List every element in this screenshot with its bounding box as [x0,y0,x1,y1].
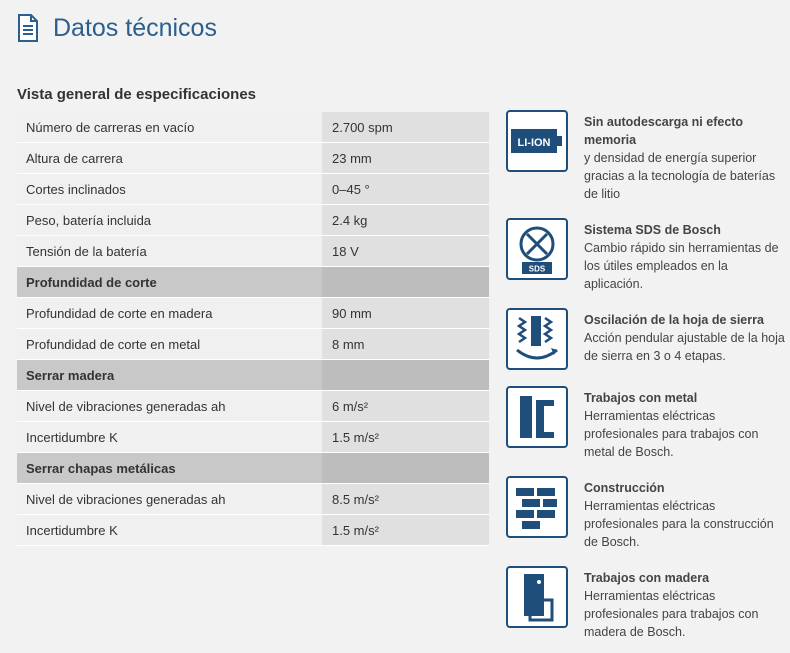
spec-label: Incertidumbre K [17,422,322,453]
table-row [17,329,489,360]
spec-label: Peso, batería incluida [17,205,322,236]
spec-value: 0–45 ° [322,174,489,205]
spec-label: Profundidad de corte en madera [17,298,322,329]
metal-profile-icon [506,386,568,448]
saw-blade-oscillation-icon [506,308,568,370]
brick-wall-icon [506,476,568,538]
feature-description: Cambio rápido sin herramientas de los útiles empleados en la aplicación. [584,241,779,291]
group-label: Profundidad de corte [17,267,322,298]
spec-label: Número de carreras en vacío [17,112,322,143]
spec-label: Nivel de vibraciones generadas ah [17,391,322,422]
group-header-row [17,453,489,484]
wood-door-icon [506,566,568,628]
feature-text [584,389,790,461]
feature-text [584,221,790,293]
spec-label: Cortes inclinados [17,174,322,205]
spec-label: Profundidad de corte en metal [17,329,322,360]
li-ion-label: LI-ION [517,137,551,149]
spec-value: 8.5 m/s² [322,484,489,515]
feature-title: Trabajos con metal [584,391,698,405]
table-row [17,422,489,453]
spec-value: 1.5 m/s² [322,422,489,453]
table-row [17,143,489,174]
group-label: Serrar chapas metálicas [17,453,322,484]
spec-value: 8 mm [322,329,489,360]
table-row [17,484,489,515]
group-label: Serrar madera [17,360,322,391]
sds-icon [506,218,568,280]
spec-label: Altura de carrera [17,143,322,174]
document-icon [17,14,39,42]
spec-value: 23 mm [322,143,489,174]
table-row [17,174,489,205]
feature-title: Sistema SDS de Bosch [584,223,721,237]
spec-value: 18 V [322,236,489,267]
table-row [17,391,489,422]
feature-description: Herramientas eléctricas profesionales para la construcción de Bosch. [584,499,774,549]
li-ion-battery-icon [506,110,568,172]
spec-label: Incertidumbre K [17,515,322,546]
feature-text [584,113,790,203]
spec-value: 1.5 m/s² [322,515,489,546]
spec-value [322,453,489,484]
spec-value: 2.4 kg [322,205,489,236]
feature-text [584,311,790,365]
table-row [17,112,489,143]
feature-title: Oscilación de la hoja de sierra [584,313,764,327]
specs-table [17,112,489,546]
spec-value [322,360,489,391]
page-header [17,12,217,44]
table-row [17,298,489,329]
sds-label: SDS [528,264,546,274]
specs-section-title: Vista general de especificaciones [17,86,257,103]
feature-title: Sin autodescarga ni efecto memoria [584,115,744,147]
spec-value [322,267,489,298]
table-row [17,515,489,546]
spec-value: 2.700 spm [322,112,489,143]
group-header-row [17,267,489,298]
spec-value: 90 mm [322,298,489,329]
table-row [17,236,489,267]
group-header-row [17,360,489,391]
spec-label: Tensión de la batería [17,236,322,267]
feature-description: Acción pendular ajustable de la hoja de sierra en 3 o 4 etapas. [584,331,785,363]
feature-text [584,479,790,551]
feature-text [584,569,790,641]
feature-description: y densidad de energía superior gracias a la tecnología de baterías de litio [584,151,776,201]
page-title: Datos técnicos [53,13,217,42]
feature-title: Trabajos con madera [584,571,710,585]
feature-description: Herramientas eléctricas profesionales para trabajos con metal de Bosch. [584,409,759,459]
spec-label: Nivel de vibraciones generadas ah [17,484,322,515]
feature-title: Construcción [584,481,665,495]
feature-description: Herramientas eléctricas profesionales para trabajos con madera de Bosch. [584,589,759,639]
spec-value: 6 m/s² [322,391,489,422]
table-row [17,205,489,236]
